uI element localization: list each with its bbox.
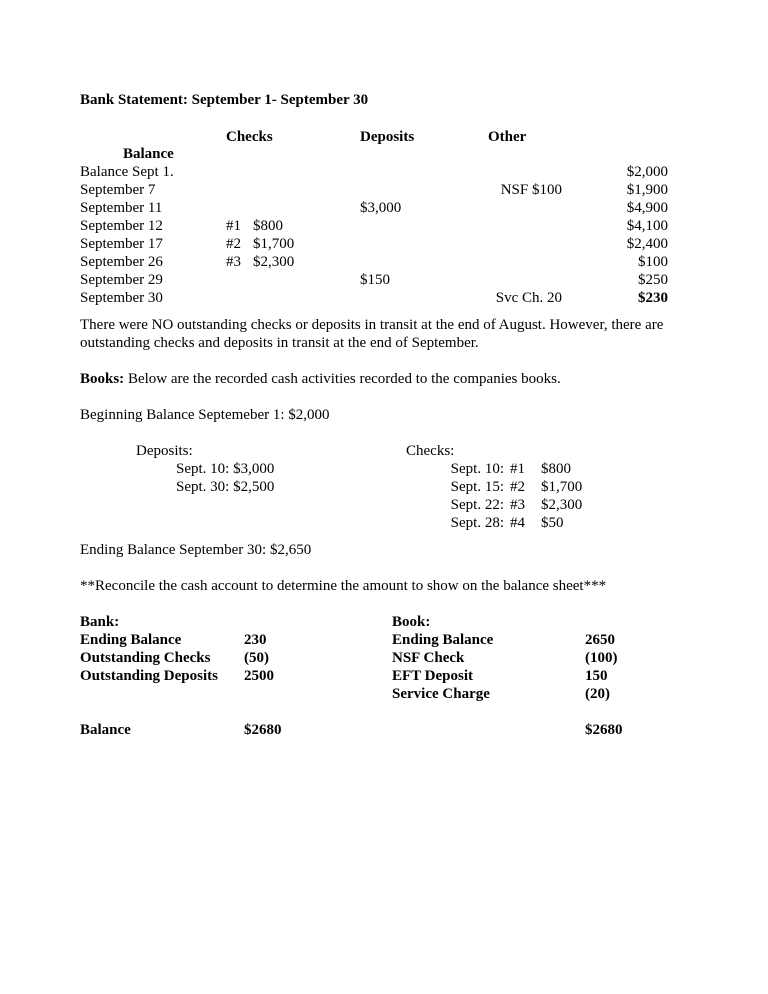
- bank-balance-value: $2680: [244, 722, 282, 738]
- balance-cell: $1,900: [626, 182, 668, 198]
- balance-cell: $4,900: [626, 200, 668, 216]
- books-check-amount: $2,300: [541, 497, 583, 513]
- date-cell: September 11: [80, 200, 163, 216]
- books-check-amount: $800: [541, 461, 571, 477]
- books-check-date: Sept. 28:: [450, 515, 504, 531]
- recon-value: (20): [585, 686, 610, 702]
- check-amount: $2,300: [253, 254, 295, 270]
- recon-value: [585, 613, 618, 631]
- check-number: #1: [226, 218, 241, 234]
- books-intro-text: Below are the recorded cash activities recorded to the companies books.: [124, 371, 561, 387]
- books-check-numbers: [510, 460, 525, 532]
- check-number: #2: [226, 236, 241, 252]
- book-balance-value: $2680: [585, 722, 623, 738]
- book-recon-values: [585, 613, 618, 703]
- check-amount: $1,700: [253, 236, 295, 252]
- recon-label: Service Charge: [392, 686, 490, 702]
- date-column: [80, 163, 174, 307]
- recon-label: EFT Deposit: [392, 668, 473, 684]
- bank-heading: Bank:: [80, 614, 120, 630]
- check-number: #3: [226, 254, 241, 270]
- statement-title: Bank Statement: September 1- September 30: [80, 92, 369, 108]
- header-balance: Balance: [123, 146, 174, 162]
- deposit-cell: $3,000: [360, 200, 402, 216]
- balance-column: [627, 163, 668, 307]
- books-label: Books:: [80, 371, 125, 387]
- deposit-cell: $150: [360, 272, 390, 288]
- other-cell: NSF $100: [500, 182, 562, 198]
- balance-cell: $100: [638, 254, 668, 270]
- recon-label: Ending Balance: [392, 632, 494, 648]
- date-cell: September 12: [80, 218, 163, 234]
- recon-value: 150: [585, 668, 608, 684]
- header-other: Other: [488, 129, 527, 145]
- recon-value: 2650: [585, 632, 615, 648]
- book-recon-labels: [392, 613, 493, 703]
- books-check-dates: [451, 460, 504, 532]
- ending-balance-cell: $230: [638, 290, 668, 306]
- books-deposit-item: Sept. 10: $3,000: [176, 461, 275, 477]
- books-intro: [80, 370, 561, 388]
- balance-cell: $250: [638, 272, 668, 288]
- recon-label: Ending Balance: [80, 632, 182, 648]
- check-amount-column: [253, 217, 294, 271]
- ending-balance-books: Ending Balance September 30: $2,650: [80, 542, 312, 558]
- books-check-number: #3: [510, 497, 525, 513]
- books-check-amount: $50: [541, 515, 564, 531]
- header-deposits: Deposits: [360, 129, 415, 145]
- recon-value: (50): [244, 650, 269, 666]
- date-cell: September 26: [80, 254, 163, 270]
- recon-label: Outstanding Deposits: [80, 668, 218, 684]
- books-deposits-list: [176, 460, 274, 496]
- books-check-date: Sept. 15:: [450, 479, 504, 495]
- balance-cell: $4,100: [626, 218, 668, 234]
- other-cell: Svc Ch. 20: [495, 290, 562, 306]
- books-deposit-item: Sept. 30: $2,500: [176, 479, 275, 495]
- bank-recon-values: [244, 613, 274, 685]
- check-amount: $800: [253, 218, 283, 234]
- date-cell: September 29: [80, 272, 163, 288]
- date-cell: September 7: [80, 182, 156, 198]
- recon-label: NSF Check: [392, 650, 465, 666]
- recon-value: (100): [585, 650, 618, 666]
- date-cell: September 30: [80, 290, 163, 306]
- date-cell: September 17: [80, 236, 163, 252]
- date-cell: Balance Sept 1.: [80, 164, 174, 180]
- bank-recon-labels: [80, 613, 218, 685]
- beginning-balance: Beginning Balance Septemeber 1: $2,000: [80, 407, 330, 423]
- balance-cell: $2,000: [626, 164, 668, 180]
- books-deposits-label: Deposits:: [136, 443, 193, 459]
- book-heading: Book:: [392, 614, 431, 630]
- books-check-number: #4: [510, 515, 525, 531]
- books-check-number: #1: [510, 461, 525, 477]
- header-checks: Checks: [226, 129, 273, 145]
- books-check-number: #2: [510, 479, 525, 495]
- books-check-amount: $1,700: [541, 479, 583, 495]
- books-check-date: Sept. 10:: [450, 461, 504, 477]
- check-number-column: [226, 217, 241, 271]
- reconcile-instruction: **Reconcile the cash account to determine the amount to show on the balance sheet***: [80, 578, 607, 594]
- bank-balance-label: Balance: [80, 722, 131, 738]
- books-check-date: Sept. 22:: [450, 497, 504, 513]
- recon-value: 230: [244, 632, 267, 648]
- balance-cell: $2,400: [626, 236, 668, 252]
- note-paragraph: There were NO outstanding checks or deposits in transit at the end of August. However, there are outstanding checks and deposits in transit at the end of September.: [80, 317, 664, 351]
- recon-value: [244, 613, 274, 631]
- recon-label: Outstanding Checks: [80, 650, 211, 666]
- recon-value: 2500: [244, 668, 274, 684]
- books-check-amounts: [541, 460, 582, 532]
- books-checks-label: Checks:: [406, 443, 455, 459]
